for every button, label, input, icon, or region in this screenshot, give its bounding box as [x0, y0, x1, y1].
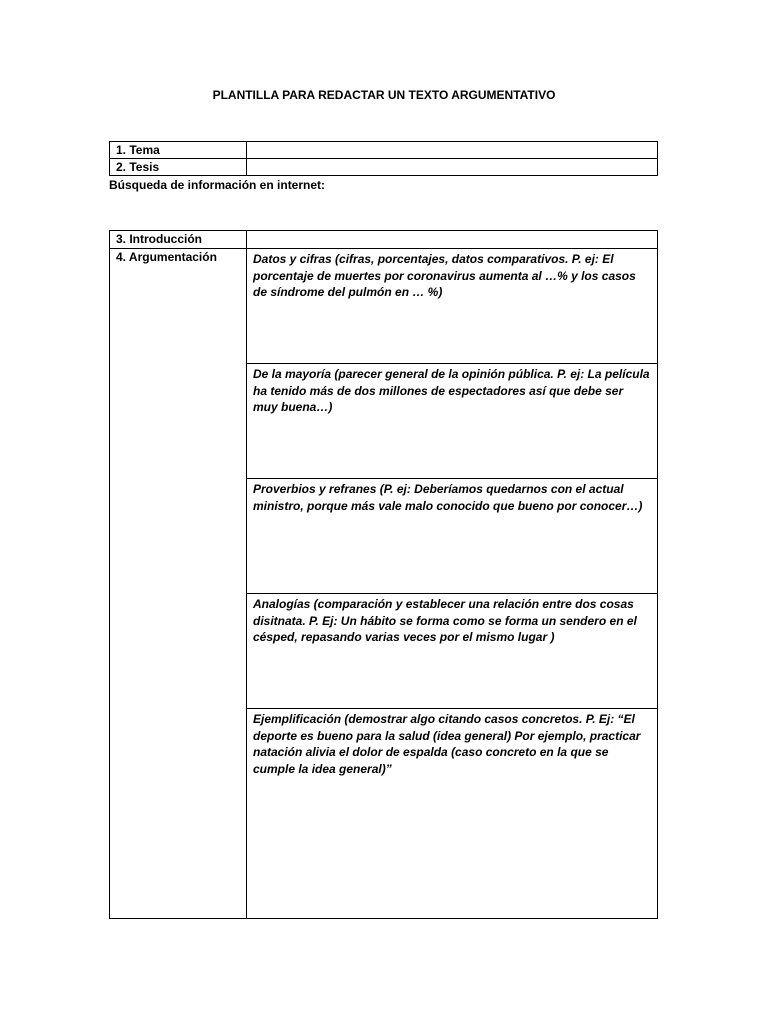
search-info-label: Búsqueda de información en internet:: [109, 178, 326, 192]
argument-cell-ejemplificacion[interactable]: Ejemplificación (demostrar algo citando casos concretos. P. Ej: “El deporte es bueno para la salud (idea general) Por ejemplo, practicar natación alivia el dolor de espalda (caso concreto en la que se cumple la idea general)”: [247, 709, 658, 919]
argumentacion-label: 4. Argumentación: [110, 249, 247, 919]
argument-cell-analogias[interactable]: Analogías (comparación y establecer una relación entre dos cosas disitnata. P. Ej: Un hábito se forma como se forma un sendero en el césped, repasando varias veces por el mismo lugar ): [247, 594, 658, 709]
tema-label: 1. Tema: [110, 142, 247, 159]
introduccion-field[interactable]: [247, 231, 658, 249]
introduccion-label: 3. Introducción: [110, 231, 247, 249]
argument-cell-mayoria[interactable]: De la mayoría (parecer general de la opinión pública. P. ej: La película ha tenido más de dos millones de espectadores así que debe ser muy buena…): [247, 364, 658, 479]
argument-table: [109, 230, 658, 919]
table-row: [110, 142, 658, 159]
argument-cell-datos[interactable]: Datos y cifras (cifras, porcentajes, datos comparativos. P. ej: El porcentaje de muertes por coronavirus aumenta al …% y los casos de síndrome del pulmón en … %): [247, 249, 658, 364]
table-row: [110, 231, 658, 249]
tesis-label: 2. Tesis: [110, 159, 247, 176]
topic-thesis-table: [109, 141, 658, 176]
argument-cell-proverbios[interactable]: Proverbios y refranes (P. ej: Deberíamos quedarnos con el actual ministro, porque más vale malo conocido que bueno por conocer…): [247, 479, 658, 594]
page-title: PLANTILLA PARA REDACTAR UN TEXTO ARGUMENTATIVO: [212, 88, 556, 102]
tema-field[interactable]: [247, 142, 658, 159]
table-row: [110, 159, 658, 176]
tesis-field[interactable]: [247, 159, 658, 176]
table-row: [110, 249, 658, 364]
